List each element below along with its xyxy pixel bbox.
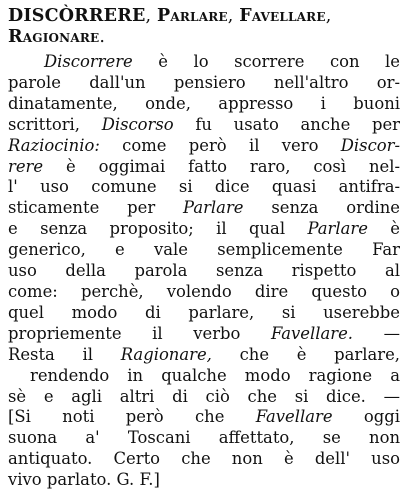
- definition-line: [8, 136, 400, 157]
- heading-separator: ,: [325, 6, 332, 26]
- definition-line: [8, 73, 400, 94]
- synonym-parlare: Parlare: [157, 6, 228, 26]
- definition-text: vivo parlato. G. F.]: [8, 470, 160, 490]
- definition-text: come però il vero: [99, 135, 341, 155]
- definition-text: fu usato anche per: [173, 114, 400, 134]
- definition-text: suona a' Toscani affettato, se non: [8, 428, 400, 448]
- synonym-ragionare: Ragionare: [8, 27, 100, 47]
- heading-period: .: [99, 27, 106, 47]
- definition-line: [8, 198, 400, 219]
- definition-line: [8, 282, 400, 303]
- italic-term: rere: [8, 156, 44, 176]
- definition-text: l' uso comune si dice quasi antifra-: [8, 177, 400, 197]
- italic-term: Favellare: [255, 407, 333, 427]
- definition-line: [8, 115, 400, 136]
- italic-term: Discorrere: [44, 52, 133, 71]
- definition-line: [8, 157, 400, 178]
- definition-line: [8, 240, 400, 261]
- definition-text: è lo scorrere con le: [132, 52, 400, 71]
- heading-separator: ,: [227, 6, 240, 26]
- definition-text: propriemente il verbo: [8, 323, 271, 343]
- heading-separator: ,: [145, 6, 158, 26]
- definition-text: che è parlare,: [211, 344, 401, 364]
- italic-term: Favellare.: [271, 323, 353, 343]
- definition-line: [8, 345, 400, 366]
- definition-text: uso della parola senza rispetto al: [8, 261, 400, 281]
- definition-line: [8, 261, 400, 282]
- definition-line: [8, 387, 400, 408]
- definition-line: [8, 177, 400, 198]
- definition-line: [8, 407, 400, 428]
- definition-text: —: [353, 323, 400, 343]
- definition-text: come: perchè, volendo dire questo o: [8, 281, 400, 301]
- definition-text: oggi: [332, 407, 400, 427]
- definition-text: quel modo di parlare, si userebbe: [8, 302, 400, 322]
- definition-text: senza ordine: [243, 198, 400, 218]
- definition-line: [8, 366, 400, 387]
- entry-definition: [8, 52, 400, 491]
- definition-line: [8, 94, 400, 115]
- definition-text: scrittori,: [8, 114, 102, 134]
- definition-text: [Si noti però che: [8, 407, 256, 427]
- definition-line: [8, 219, 400, 240]
- definition-text: parole dall'un pensiero nell'altro or-: [8, 72, 400, 92]
- definition-text: e senza proposito; il qual: [8, 219, 308, 239]
- definition-line: [8, 324, 400, 345]
- definition-text: antiquato. Certo che non è dell' uso: [8, 449, 400, 469]
- italic-term: Ragionare,: [120, 344, 212, 364]
- definition-text: sticamente per: [8, 198, 184, 218]
- headword: DISCÒRRERE: [8, 6, 146, 26]
- definition-line: [8, 470, 400, 491]
- entry-heading: [8, 6, 400, 48]
- definition-line: [8, 449, 400, 470]
- italic-term: Parlare: [307, 219, 368, 239]
- definition-text: dinatamente, onde, appresso i buoni: [8, 93, 400, 113]
- italic-term: Discor-: [340, 135, 400, 155]
- definition-text: è: [367, 219, 400, 239]
- italic-term: Parlare: [183, 198, 244, 218]
- definition-text: Resta il: [8, 344, 121, 364]
- definition-text: sè e agli altri di ciò che si dice. —: [8, 386, 400, 406]
- definition-text: rendendo in qualche modo ragione a: [30, 365, 400, 385]
- synonym-favellare: Favellare: [239, 6, 326, 26]
- definition-line: [8, 428, 400, 449]
- italic-term: Raziocinio:: [8, 135, 100, 155]
- definition-line: [8, 52, 400, 73]
- definition-text: è oggimai fatto raro, così nel-: [43, 156, 400, 176]
- italic-term: Discorso: [101, 114, 174, 134]
- definition-text: generico, e vale semplicemente Far: [8, 240, 400, 260]
- definition-line: [8, 303, 400, 324]
